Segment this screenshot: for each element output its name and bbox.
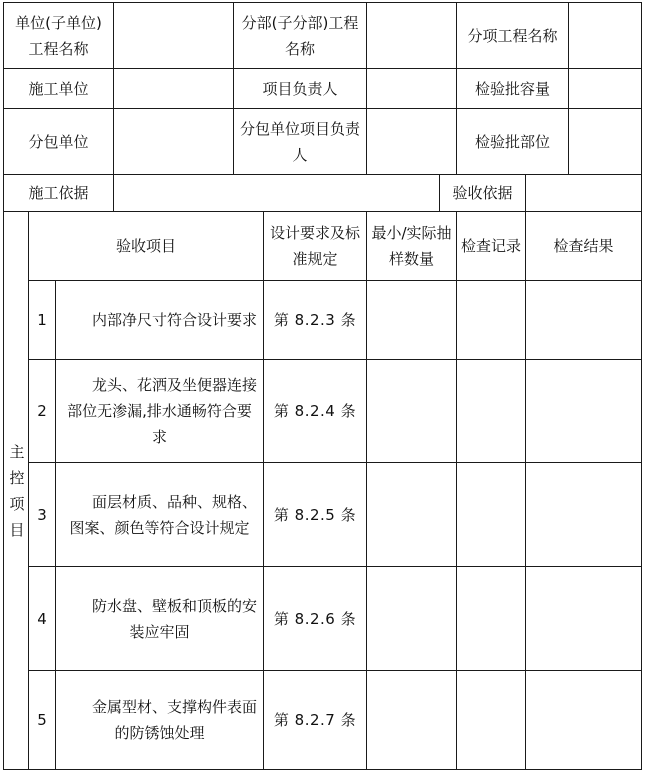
item-sampling-cell[interactable] bbox=[367, 281, 457, 360]
division-value[interactable] bbox=[367, 3, 457, 69]
item-clause: 第 8.2.4 条 bbox=[264, 360, 367, 463]
subcontractor-label: 分包单位 bbox=[4, 109, 114, 175]
construction-basis-value[interactable] bbox=[114, 175, 440, 212]
item-result-cell[interactable] bbox=[526, 567, 642, 671]
col-min-sampling: 最小/实际抽样数量 bbox=[367, 212, 457, 281]
item-number: 5 bbox=[29, 671, 56, 770]
header-row-construction bbox=[4, 69, 642, 109]
item-description: 龙头、花洒及坐便器连接部位无渗漏,排水通畅符合要求 bbox=[56, 360, 264, 463]
header-row-basis bbox=[4, 175, 642, 212]
division-label: 分部(子分部)工程名称 bbox=[234, 3, 367, 69]
item-sampling-cell[interactable] bbox=[367, 671, 457, 770]
item-clause: 第 8.2.3 条 bbox=[264, 281, 367, 360]
item-description: 防水盘、壁板和顶板的安装应牢固 bbox=[56, 567, 264, 671]
item-record-cell[interactable] bbox=[457, 360, 526, 463]
item-result-cell[interactable] bbox=[526, 281, 642, 360]
main-control-section-label: 主控项目 bbox=[4, 212, 29, 770]
item-record-cell[interactable] bbox=[457, 671, 526, 770]
item-record-cell[interactable] bbox=[457, 567, 526, 671]
col-inspection-result: 检查结果 bbox=[526, 212, 642, 281]
header-row-project bbox=[4, 3, 642, 69]
item-record-cell[interactable] bbox=[457, 281, 526, 360]
construction-unit-value[interactable] bbox=[114, 69, 234, 109]
unit-project-value[interactable] bbox=[114, 3, 234, 69]
item-sampling-cell[interactable] bbox=[367, 463, 457, 567]
acceptance-basis-label: 验收依据 bbox=[440, 175, 526, 212]
construction-unit-label: 施工单位 bbox=[4, 69, 114, 109]
subcontractor-manager-label: 分包单位项目负责人 bbox=[234, 109, 367, 175]
item-record-cell[interactable] bbox=[457, 463, 526, 567]
item-number: 1 bbox=[29, 281, 56, 360]
acceptance-basis-value[interactable] bbox=[526, 175, 642, 212]
item-result-cell[interactable] bbox=[526, 671, 642, 770]
header-row-subcontractor bbox=[4, 109, 642, 175]
item-result-cell[interactable] bbox=[526, 463, 642, 567]
table-row bbox=[4, 463, 642, 567]
item-description: 金属型材、支撑构件表面的防锈蚀处理 bbox=[56, 671, 264, 770]
item-description: 内部净尺寸符合设计要求 bbox=[56, 281, 264, 360]
batch-capacity-value[interactable] bbox=[569, 69, 642, 109]
batch-location-label: 检验批部位 bbox=[457, 109, 569, 175]
inspection-batch-form bbox=[3, 2, 642, 770]
column-header-row bbox=[4, 212, 642, 281]
subcontractor-manager-value[interactable] bbox=[367, 109, 457, 175]
item-clause: 第 8.2.7 条 bbox=[264, 671, 367, 770]
col-design-requirement: 设计要求及标准规定 bbox=[264, 212, 367, 281]
batch-capacity-label: 检验批容量 bbox=[457, 69, 569, 109]
subitem-label: 分项工程名称 bbox=[457, 3, 569, 69]
table-row bbox=[4, 281, 642, 360]
col-inspection-record: 检查记录 bbox=[457, 212, 526, 281]
item-sampling-cell[interactable] bbox=[367, 567, 457, 671]
table-row bbox=[4, 671, 642, 770]
batch-location-value[interactable] bbox=[569, 109, 642, 175]
item-description: 面层材质、品种、规格、图案、颜色等符合设计规定 bbox=[56, 463, 264, 567]
item-number: 2 bbox=[29, 360, 56, 463]
item-clause: 第 8.2.5 条 bbox=[264, 463, 367, 567]
project-manager-value[interactable] bbox=[367, 69, 457, 109]
item-number: 4 bbox=[29, 567, 56, 671]
project-manager-label: 项目负责人 bbox=[234, 69, 367, 109]
table-row bbox=[4, 567, 642, 671]
item-result-cell[interactable] bbox=[526, 360, 642, 463]
col-acceptance-item: 验收项目 bbox=[29, 212, 264, 281]
item-sampling-cell[interactable] bbox=[367, 360, 457, 463]
construction-basis-label: 施工依据 bbox=[4, 175, 114, 212]
item-clause: 第 8.2.6 条 bbox=[264, 567, 367, 671]
subitem-value[interactable] bbox=[569, 3, 642, 69]
unit-project-label: 单位(子单位)工程名称 bbox=[4, 3, 114, 69]
item-number: 3 bbox=[29, 463, 56, 567]
subcontractor-value[interactable] bbox=[114, 109, 234, 175]
table-row bbox=[4, 360, 642, 463]
